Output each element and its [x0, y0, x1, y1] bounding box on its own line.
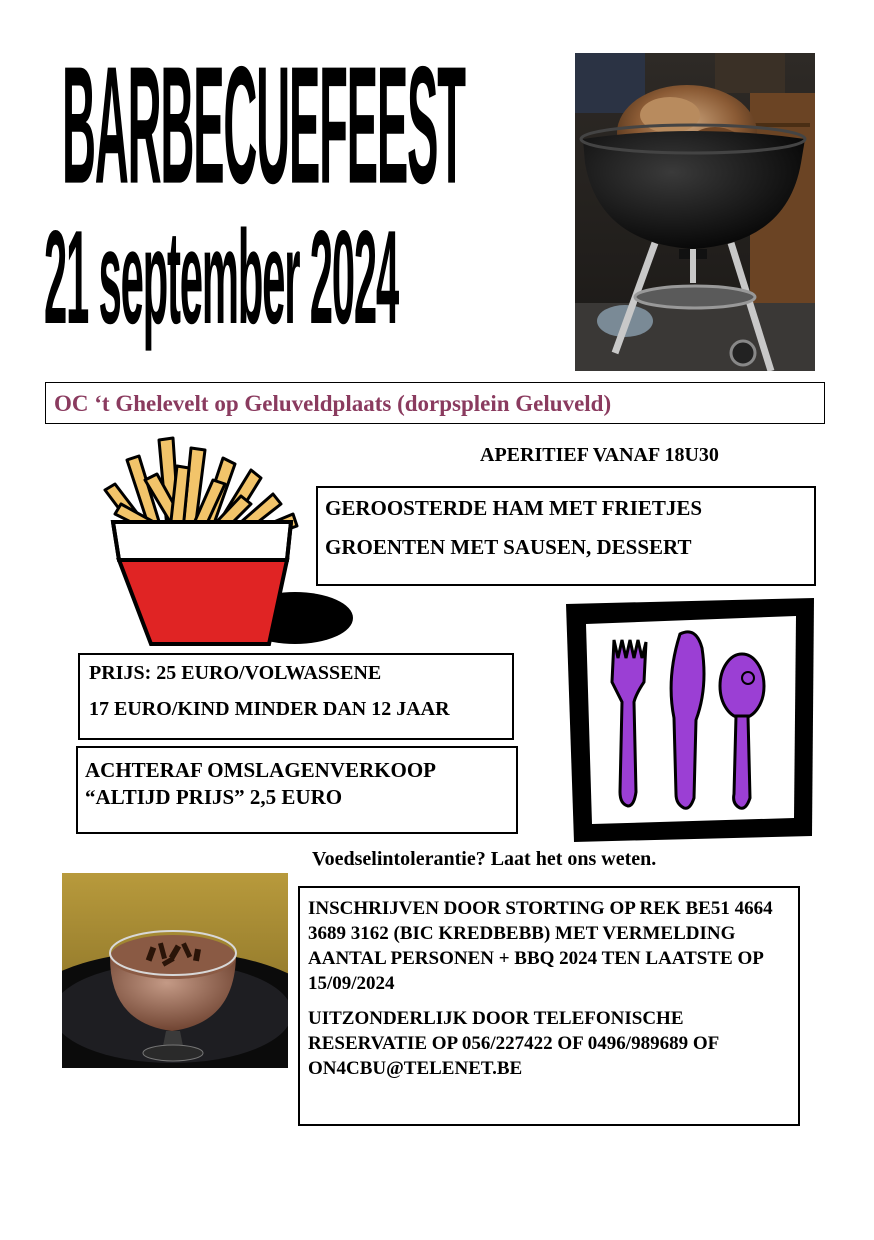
envelope-sale-box — [76, 746, 518, 834]
chocolate-mousse-photo — [62, 873, 288, 1068]
price-child: 17 EURO/KIND MINDER DAN 12 JAAR — [89, 698, 450, 720]
envelope-sale-line-2: “ALTIJD PRIJS” 2,5 EURO — [85, 784, 343, 809]
bbq-grill-photo — [575, 53, 815, 371]
menu-line-1: GEROOSTERDE HAM MET FRIETJES — [325, 496, 703, 520]
page-title: BARBECUEFEEST — [62, 33, 465, 220]
event-date: 21 september 2024 — [44, 204, 399, 353]
registration-phone-info: UITZONDERLIJK DOOR TELEFONISCHE RESERVATIE OP 056/227422 OF 0496/989689 OF ON4CBU@TELENET.BE — [308, 1008, 719, 1080]
location-banner: OC ‘t Ghelevelt op Geluveldplaats (dorpsplein Geluveld) — [45, 382, 825, 424]
registration-transfer-info: INSCHRIJVEN DOOR STORTING OP REK BE51 4664 3689 3162 (BIC KREDBEBB) MET VERMELDING AANTAL PERSONEN + BBQ 2024 TEN LAATSTE OP 15/09/2024 — [308, 898, 773, 995]
cutlery-icon — [562, 598, 818, 842]
menu-line-2: GROENTEN MET SAUSEN, DESSERT — [325, 535, 692, 559]
price-box — [78, 653, 514, 740]
envelope-sale-line-1: ACHTERAF OMSLAGENVERKOOP — [85, 758, 436, 782]
intolerance-notice: Voedselintolerantie? Laat het ons weten. — [312, 848, 657, 870]
registration-box — [298, 886, 800, 1126]
menu-box — [316, 486, 816, 586]
aperitief-time: APERITIEF VANAF 18U30 — [480, 444, 719, 466]
price-adult: PRIJS: 25 EURO/VOLWASSENE — [89, 662, 382, 684]
